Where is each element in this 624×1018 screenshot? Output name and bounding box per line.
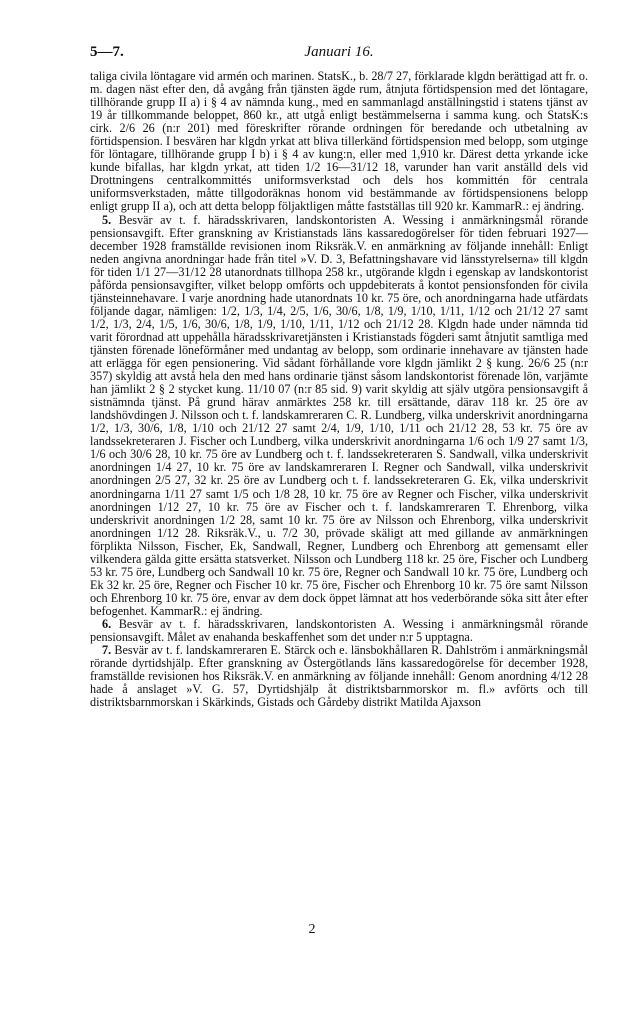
paragraph-number: 5. — [102, 212, 112, 227]
paragraph-text: Besvär av t. f. häradsskrivaren, landskontoristen A. Wessing i anmärkningsmål rörande pensionsavgift. Efter granskning av Kristianstads läns kassaredogörelser för tiden februari 1927—december 1928 framställde revisionen inom Riksräk.V. en anmärkning av följande innehåll: Enligt neden angivna anordningar hade från titel »V. D. 3, Befattningshavare vid länsstyrelserna» till klgdn för tiden 1/1 27—31/12 28 utanordnats tillhopa 258 kr., utgörande klgdn i egenskap av landskontorist påförda pensionsavgifter, vilket belopp omförts och uppdebiterats å kontot pensionsfonden för civila tjänsteinnehavare. I varje anordning hade utanordnats 10 kr. 75 öre, och anordningarna hade utfärdats följande dagar, nämligen: 1/2, 1/3, 1/4, 2/5, 1/6, 30/6, 1/8, 1/9, 1/10, 1/11, 1/12 och 21/12 27 samt 1/2, 1/3, 2/4, 1/5, 1/6, 30/6, 1/8, 1/9, 1/10, 1/11, 1/12 och 21/12 28. Klgdn hade under nämnda tid varit förordnad att uppehålla häradsskrivaretjänsten i Kristianstads fögderi samt åtnjutit samtliga med tjänsten förenade löneförmåner med undantag av belopp, som ordinarie innehavare av tjänsten hade att erlägga för egen pensionering. Vid sådant förhållande vore klgdn jämlikt 2 § kung. 26/6 25 (n:r 357) skyldig att avstå hela den med hans ordinarie tjänst såsom landskontorist förenade lön, varjämte han jämlikt 2 § 2 stycket kung. 11/10 07 (n:r 85 sid. 9) varit skyldig att själv utgöra pensionsavgift å sistnämnda tjänst. På grund härav anmärktes 258 kr. till ersättande, därav 118 kr. 25 öre av landshövdingen J. Nilsson och t. f. landskamreraren C. R. Lundberg, vilka underskrivit anordningarna 1/2, 1/3, 30/6, 1/8, 1/10 och 21/12 27 samt 2/4, 1/9, 1/10, 1/11 och 21/12 28, 53 kr. 75 öre av landssekreteraren J. Fischer och Lundberg, vilka underskrivit anordningarna 1/6 och 1/9 27 samt 1/3, 1/6 och 30/6 28, 10 kr. 75 öre av Lundberg och t. f. landssekreteraren S. Sandwall, vilka underskrivit anordningen 1/4 27, 10 kr. 75 öre av landskamreraren I. Regner och Sandwall, vilka underskrivit anordningen 2/5 27, 32 kr. 25 öre av Lundberg och t. f. landssekreteraren G. Ek, vilka underskrivit anordningarna 1/11 27 samt 1/5 och 1/8 28, 10 kr. 75 öre av Regner och Fischer, vilka underskrivit anordningen 1/12 27, 10 kr. 75 öre av Fischer och t. f. landskamreraren T. Ehrenborg, vilka underskrivit anordningen 1/2 28, samt 10 kr. 75 öre av Nilsson och Ehrenborg, vilka underskrivit anordningen 1/12 28. Riksräk.V., u. 7/2 30, prövade skäligt att med gillande av anmärkningen förpliktа Nilsson, Fischer, Ek, Sandwall, Regner, Lundberg och Ehrenborg att gemensamt eller vilkendera gälda gitte ersätta statsverket. Nilsson och Lundberg 118 kr. 25 öre, Fischer och Lundberg 53 kr. 75 öre, Lundberg och Sandwall 10 kr. 75 öre, Regner och Sandwall 10 kr. 75 öre, Lundberg och Ek 32 kr. 25 öre, Regner och Fischer 10 kr. 75 öre, Fischer och Ehrenborg 10 kr. 75 öre samt Nilsson och Ehrenborg 10 kr. 75 öre, envar av dem dock öppet lämnat att hos vederbörande söka sitt åter efter befogenhet. KammarR.: ej ändring. — [90, 212, 589, 618]
paragraph-text: taliga civila löntagare vid armén och marinen. StatsK., b. 28/7 27, förklarade klgdn berättigad att fr. o. m. dagen näst efter den, då avgång från tjänsten ägde rum, åtnjuta förtidspension med det löntagare, tillhörande grupp II a) i § 4 av nämnda kung., med en sammanlagd anställningstid i statens tjänst av 19 år tillkommande beloppet, 860 kr., att utgå enligt bestämmelserna i samma kung. och StatsK:s cirk. 2/6 26 (n:r 201) med föreskrifter rörande ordningen för beredande och utbetalning av förtidspension. I besvären har klgdn yrkat att bliva tillerkänd förtidspension med belopp, som utginge för löntagare, tillhörande grupp I b) i § 4 av kung:n, eller med 1,910 kr. Därest detta yrkande icke kunde bifallas, har klgdn yrkat, att tiden 1/2 16—31/12 18, varunder han varit anställd dels vid Drottningens centralkommittés uniformsverkstad och dels hos kommittén för centrala uniformsverkstaden, måtte tillgodoräknas honom vid bestämmande av förtidspensionens belopp enligt grupp II a), och att detta belopp följaktligen måtte fastställas till 920 kr. KammarR.: ej ändring. — [90, 69, 588, 214]
paragraph-number: 6. — [102, 616, 112, 631]
section-range: 5—7. — [90, 44, 124, 60]
header-date: Januari 16. — [304, 44, 374, 60]
paragraph-7 — [90, 644, 588, 709]
page-number: 2 — [308, 922, 316, 937]
paragraph-text: Besvär av t. f. häradsskrivaren, landskontoristen A. Wessing i anmärkningsmål rörande pensionsavgift. Målet av enahanda beskaffenhet som det under n:r 5 upptagna. — [90, 616, 589, 645]
paragraph-number: 7. — [102, 643, 112, 658]
paragraph-text: Besvär av t. f. landskamreraren E. Stärck och e. länsbokhållaren R. Dahlström i anmärkningsmål rörande dyrtidshjälp. Efter granskning av Östergötlands läns kassaredogörelse för december 1928, framställde revisionen hos Riksräk.V. en anmärkning av följande innehåll: Genom anordning 4/12 28 hade å anslaget »V. G. 57, Dyrtidshjälp åt distriktsbarnmorskor m. fl.» avförts och till distriktsbarnmorskan i Skärkinds, Gistads och Gårdeby distrikt Matilda Ajaxson — [90, 643, 588, 710]
paragraph-continuation — [90, 70, 588, 214]
paragraph-6 — [90, 618, 588, 644]
body-text — [90, 70, 588, 709]
paragraph-5 — [90, 214, 588, 618]
page-header — [90, 44, 588, 64]
